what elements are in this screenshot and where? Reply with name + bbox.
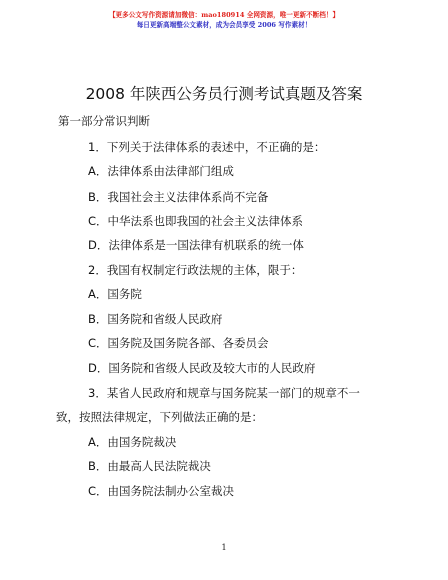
question-1-option-c: C．中华法系也即我国的社会主义法律体系 [88,214,304,228]
question-1-stem: 1．下列关于法律体系的表述中，不正确的是： [88,140,326,154]
section-heading: 第一部分常识判断 [58,114,150,128]
question-2-stem: 2．我国有权制定行政法规的主体，限于： [88,263,303,277]
question-2-option-d: D．国务院和省级人民政及较大市的人民政府 [88,361,316,375]
page-number: 1 [221,543,227,552]
question-1-option-b: B．我国社会主义法律体系尚不完备 [88,190,269,204]
question-3-stem-line1: 3．某省人民政府和规章与国务院某一部门的规章不一 [88,386,360,400]
question-2-option-a: A．国务院 [88,287,142,301]
question-3-option-c: C．由国务院法制办公室裁决 [88,484,235,498]
question-3-option-b: B．由最高人民法院裁决 [88,459,211,473]
question-3-stem-line2: 致，按照法律规定，下列做法正确的是： [56,410,263,424]
promo-banner [0,10,448,30]
promo-banner-line2: 每日更新高端整公文素材，成为会员享受 2006 写作素材！ [136,21,312,29]
question-2-option-c: C．国务院及国务院各部、各委员会 [88,336,269,350]
promo-banner-line1: 【更多公文写作资源请加微信：mao180914 全网资源，唯一更新不断档！】 [108,11,340,19]
question-1-option-a: A．法律体系由法律部门组成 [88,164,234,178]
question-2-option-b: B．国务院和省级人民政府 [88,312,223,326]
document-title: 2008 年陕西公务员行测考试真题及答案 [85,85,363,103]
question-1-option-d: D．法律体系是一国法律有机联系的统一体 [88,238,304,252]
question-3-option-a: A．由国务院裁决 [88,435,177,449]
